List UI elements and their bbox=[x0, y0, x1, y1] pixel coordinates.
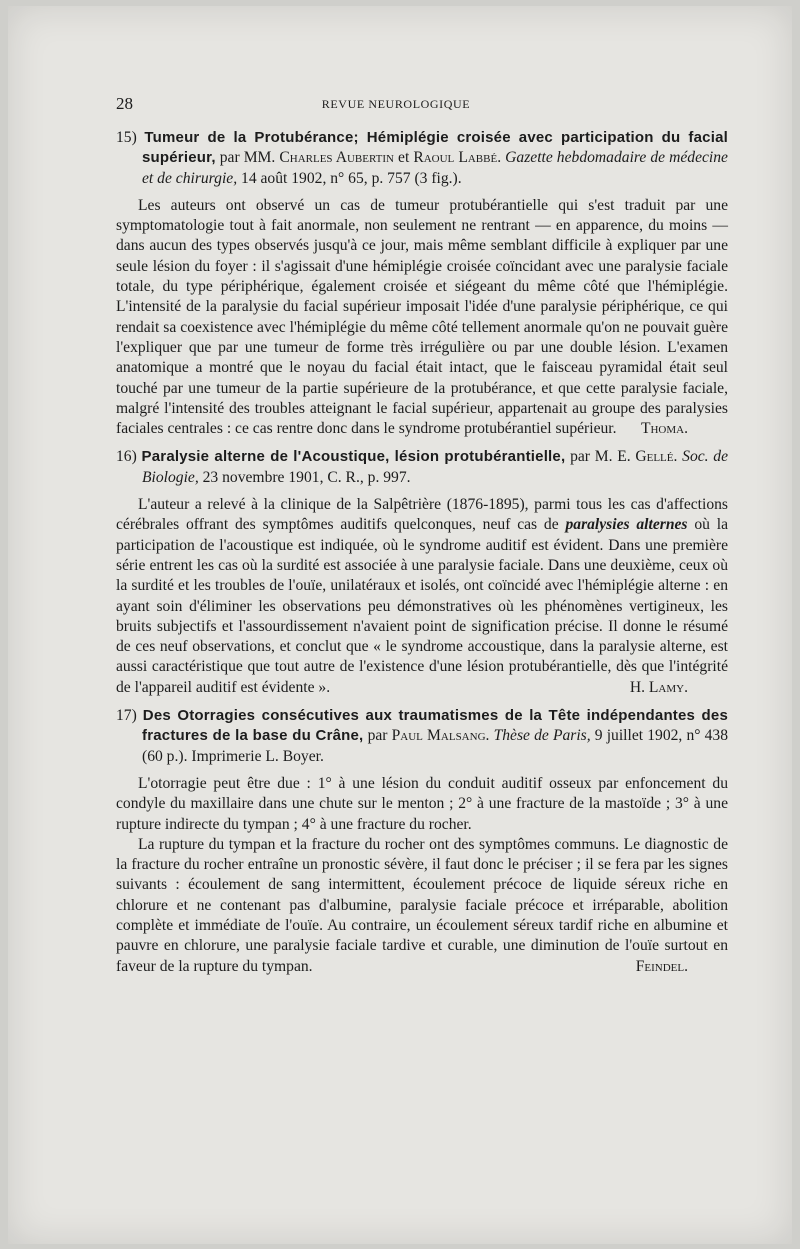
article-heading bbox=[116, 128, 728, 189]
page bbox=[8, 6, 792, 1244]
running-title: REVUE NEUROLOGIQUE bbox=[321, 97, 471, 111]
author-by: par bbox=[363, 727, 392, 745]
article-number: 15) bbox=[116, 129, 137, 146]
page-number: 28 bbox=[116, 94, 133, 113]
running-header bbox=[116, 94, 676, 116]
article-number: 17) bbox=[116, 707, 137, 725]
journal-name: Soc. de Biologie, bbox=[142, 448, 729, 486]
journal-name: Gazette hebdomadaire de médecine et de chirurgie, bbox=[142, 149, 728, 187]
article-heading bbox=[116, 706, 728, 767]
paragraph-text: L'otorragie peut être due : 1° à une lésion du conduit auditif osseux par enfoncement du condyle du maxillaire dans une chute sur le menton ; 2° à une fracture de la mastoïde ; 3° à une rupture indirecte du tympan ; 4° à une fracture du rocher. bbox=[116, 774, 728, 833]
article-paragraph bbox=[116, 774, 728, 835]
article-title: Paralysie alterne de l'Acoustique, lésion protubérantielle, bbox=[141, 448, 566, 466]
page-content bbox=[116, 128, 728, 985]
heading-dot: . bbox=[497, 149, 502, 167]
author-name: Charles Aubertin bbox=[279, 149, 394, 167]
article-number: 16) bbox=[116, 448, 137, 466]
article-title: Des Otorragies consécutives aux traumatismes de la Tête indépendantes des fractures de la base du Crâne, bbox=[142, 707, 728, 745]
paragraph-text: Les auteurs ont observé un cas de tumeur protubérantielle qui s'est traduit par une symptomatologie tout à fait anormale, non seulement ne rentrant — en apparence, du moins — dans aucun des types observés jusqu'à ce jour, mais même semblant difficile à expliquer par une seule lésion du foyer : il s'agissait d'une hémiplégie croisée coïncidant avec une paralysie faciale totale, du type périphérique, également croisée et siégeant du même côté que l'hémiplégie. L'intensité de la paralysie du facial supérieur imposait l'idée d'une paralysie périphérique, ce qui rendait sa coexistence avec l'hémiplégie du même côté tellement anormale qu'on ne pouvait guère l'expliquer que par une tumeur de forme très irrégulière ou par une double lésion. L'examen anatomique a montré que le noyau du facial était intact, que le faisceau pyramidal était seul touché par une tumeur de la partie supérieure de la protubérance, et que cette paralysie faciale, malgré l'intensité des troubles atteignant le facial supérieur, appartenait au groupe des paralysies faciales centrales : ce cas rentre donc dans le syndrome protubérantiel supérieur. bbox=[116, 196, 728, 438]
article-title: Tumeur de la Protubérance; Hémiplégie croisée avec participation du facial supérieur, bbox=[142, 129, 728, 167]
author-name: Gellé bbox=[635, 448, 674, 466]
article-16 bbox=[116, 447, 728, 698]
article-17 bbox=[116, 706, 728, 977]
author-name: Paul Malsang bbox=[391, 727, 486, 745]
heading-dot: . bbox=[485, 727, 490, 745]
emphasis-text: paralysies alternes bbox=[565, 516, 688, 534]
author-and: et bbox=[393, 149, 414, 167]
journal-name: Thèse de Paris, bbox=[493, 727, 591, 745]
author-by: par M. E. bbox=[565, 448, 636, 466]
article-15 bbox=[116, 128, 728, 439]
reference: 9 juillet 1902, n° 438 (60 p.). Imprimerie L. Boyer. bbox=[142, 727, 729, 765]
signature: Feindel. bbox=[635, 957, 688, 975]
author-name: Raoul Labbé bbox=[413, 149, 498, 167]
heading-dot: . bbox=[673, 448, 678, 466]
signature: H. Lamy. bbox=[629, 678, 688, 696]
paragraph-text: L'auteur a relevé à la clinique de la Salpêtrière (1876-1895), parmi tous les cas d'affections cérébrales offrant des symptômes auditifs quelconques, neuf cas de bbox=[116, 496, 728, 534]
paragraph-text: où la participation de l'acoustique est indiquée, où le syndrome auditif est évident. Dans une première série entrent les cas où la surdité est associée à une paralysie faciale. Dans une deuxième, ceux où la surdité et les troubles de l'ouïe, unilatéraux et isolés, ont coïncidé avec l'hémiplégie alterne : en ayant soin d'éliminer les observations peu démonstratives où les phénomènes vertigineux, les bruits subjectifs et l'assourdissement n'avaient point de signification précise. Il donne le résumé de ces neuf observations, et conclut que « le syndrome accoustique, dans la paralysie alterne, est aussi caractéristique que tout autre de l'existence d'une lésion protubérantielle, dès que l'intégrité de l'appareil auditif est évidente ». bbox=[116, 516, 728, 696]
signature: Thoma. bbox=[640, 420, 688, 438]
reference: 23 novembre 1901, C. R., p. 997. bbox=[198, 468, 411, 486]
article-paragraph bbox=[116, 835, 728, 977]
paragraph-text: La rupture du tympan et la fracture du rocher ont des symptômes communs. Le diagnostic de la fracture du rocher entraîne un pronostic sévère, il faut donc le préciser ; il se fera par les signes suivants : écoulement de sang intermittent, écoulement précoce de liquide séreux riche en chlorure et ne contenant pas d'albumine, paralysie faciale précoce et irréparable, abolition complète et immédiate de l'ouïe. Au contraire, un écoulement séreux tardif riche en albumine et pauvre en chlorure, une paralysie faciale tardive et curable, une diminution de l'ouïe surtout en faveur de la rupture du tympan. bbox=[116, 835, 728, 975]
article-paragraph bbox=[116, 196, 728, 440]
article-heading bbox=[116, 447, 728, 488]
article-paragraph bbox=[116, 495, 728, 698]
reference: 14 août 1902, n° 65, p. 757 (3 fig.). bbox=[237, 169, 462, 187]
author-by: par MM. bbox=[215, 149, 280, 167]
